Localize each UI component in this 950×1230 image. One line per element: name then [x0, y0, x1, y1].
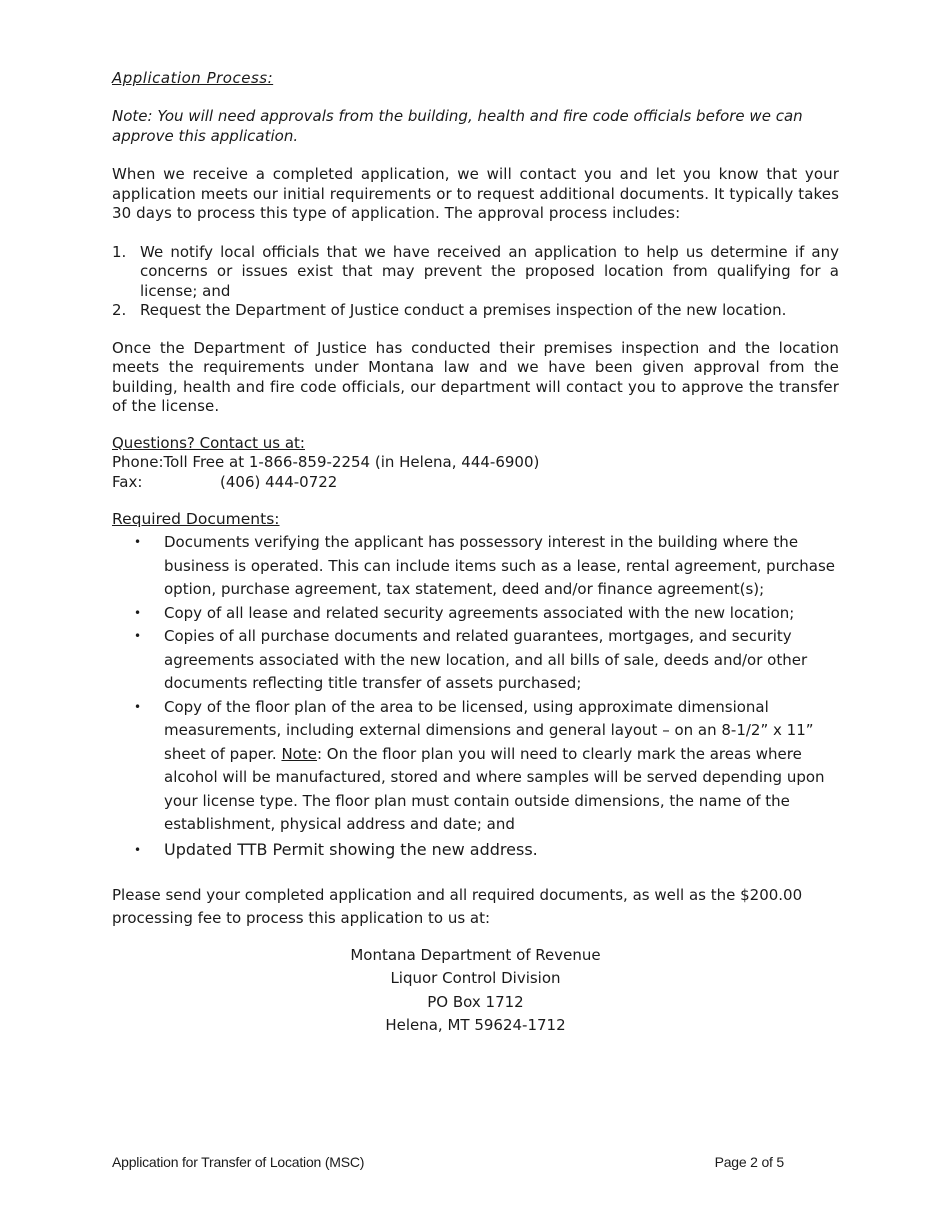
approval-steps-list	[112, 243, 839, 321]
floor-plan-text-end: : On the floor plan you will need to clearly mark the areas where alcohol will be manufactured, stored and where samples will be served depending upon your license type. The floor plan must contain outside dimensions, the name of the establishment, physical address and date; and	[164, 744, 825, 833]
bullet-icon: •	[134, 842, 142, 857]
address-line-1: Montana Department of Revenue	[350, 945, 601, 964]
footer-form-title: Application for Transfer of Location (MSC)	[112, 1154, 365, 1170]
step-number: 2.	[112, 301, 127, 319]
list-item	[112, 696, 839, 837]
contact-section	[112, 434, 839, 493]
document-item-text: Documents verifying the applicant has possessory interest in the building where the business is operated. This can include items such as a lease, rental agreement, purchase option, purchase agreement, tax statement, deed and/or finance agreement(s);	[164, 533, 836, 598]
address-line-4: Helena, MT 59624-1712	[385, 1016, 566, 1034]
fax-label: Fax:	[112, 472, 143, 491]
contact-heading: Questions? Contact us at:	[112, 433, 305, 452]
phone-label: Phone:	[112, 453, 164, 471]
step-number: 1.	[112, 242, 127, 261]
bullet-icon: •	[134, 535, 142, 549]
list-item	[112, 602, 839, 626]
fax-value: (406) 444-0722	[220, 472, 338, 491]
list-item	[112, 531, 839, 602]
approval-note: Note: You will need approvals from the building, health and fire code officials before we can approve this application.	[112, 107, 803, 145]
phone-value: Toll Free at 1-866-859-2254 (in Helena, 444-6900)	[163, 453, 540, 471]
process-intro: When we receive a completed application, we will contact you and let you know that your application meets our initial requirements or to request additional documents. It typically takes 30 days to process this type of application. The approval process includes:	[112, 165, 839, 222]
document-item-text: Copy of all lease and related security agreements associated with the new location;	[164, 603, 795, 622]
send-instructions: Please send your completed application and all required documents, as well as the $200.00 processing fee to process this application to us at:	[112, 885, 803, 927]
mailing-address	[112, 944, 839, 1038]
footer-page-number: Page 2 of 5	[714, 1154, 784, 1170]
required-documents-heading: Required Documents:	[112, 510, 280, 528]
application-process-heading: Application Process:	[112, 69, 274, 87]
document-page	[112, 68, 839, 1038]
floor-plan-text-start: Copy of the floor plan of the area to be licensed, using approximate dimensional measurements, including external dimensions and general layout – on an 8-1/2” x 11” sheet of paper.	[164, 697, 814, 763]
floor-plan-note-label: Note	[281, 744, 317, 763]
list-item	[112, 837, 839, 863]
ttb-permit-text: Updated TTB Permit showing the new address.	[164, 839, 538, 859]
step-text: Request the Department of Justice conduct a premises inspection of the new location.	[140, 301, 787, 319]
required-documents-list	[112, 531, 839, 863]
address-line-2: Liquor Control Division	[390, 969, 561, 987]
list-item	[112, 625, 839, 696]
list-item	[112, 243, 839, 302]
process-closing: Once the Department of Justice has conducted their premises inspection and the location meets the requirements under Montana law and we have been given approval from the building, health and fire code officials, our department will contact you to approve the transfer of the license.	[112, 338, 839, 415]
bullet-icon: •	[134, 629, 142, 643]
address-line-3: PO Box 1712	[427, 992, 524, 1011]
bullet-icon: •	[134, 699, 142, 714]
fax-row	[112, 473, 839, 493]
bullet-icon: •	[134, 605, 142, 620]
step-text: We notify local officials that we have received an application to help us determine if any concerns or issues exist that may prevent the proposed location from qualifying for a license; and	[140, 242, 839, 300]
document-item-text: Copies of all purchase documents and related guarantees, mortgages, and security agreements associated with the new location, and all bills of sale, deeds and/or other documents reflecting title transfer of assets purchased;	[164, 627, 808, 692]
page-footer	[112, 1154, 784, 1170]
list-item	[112, 301, 839, 321]
phone-row	[112, 453, 839, 473]
